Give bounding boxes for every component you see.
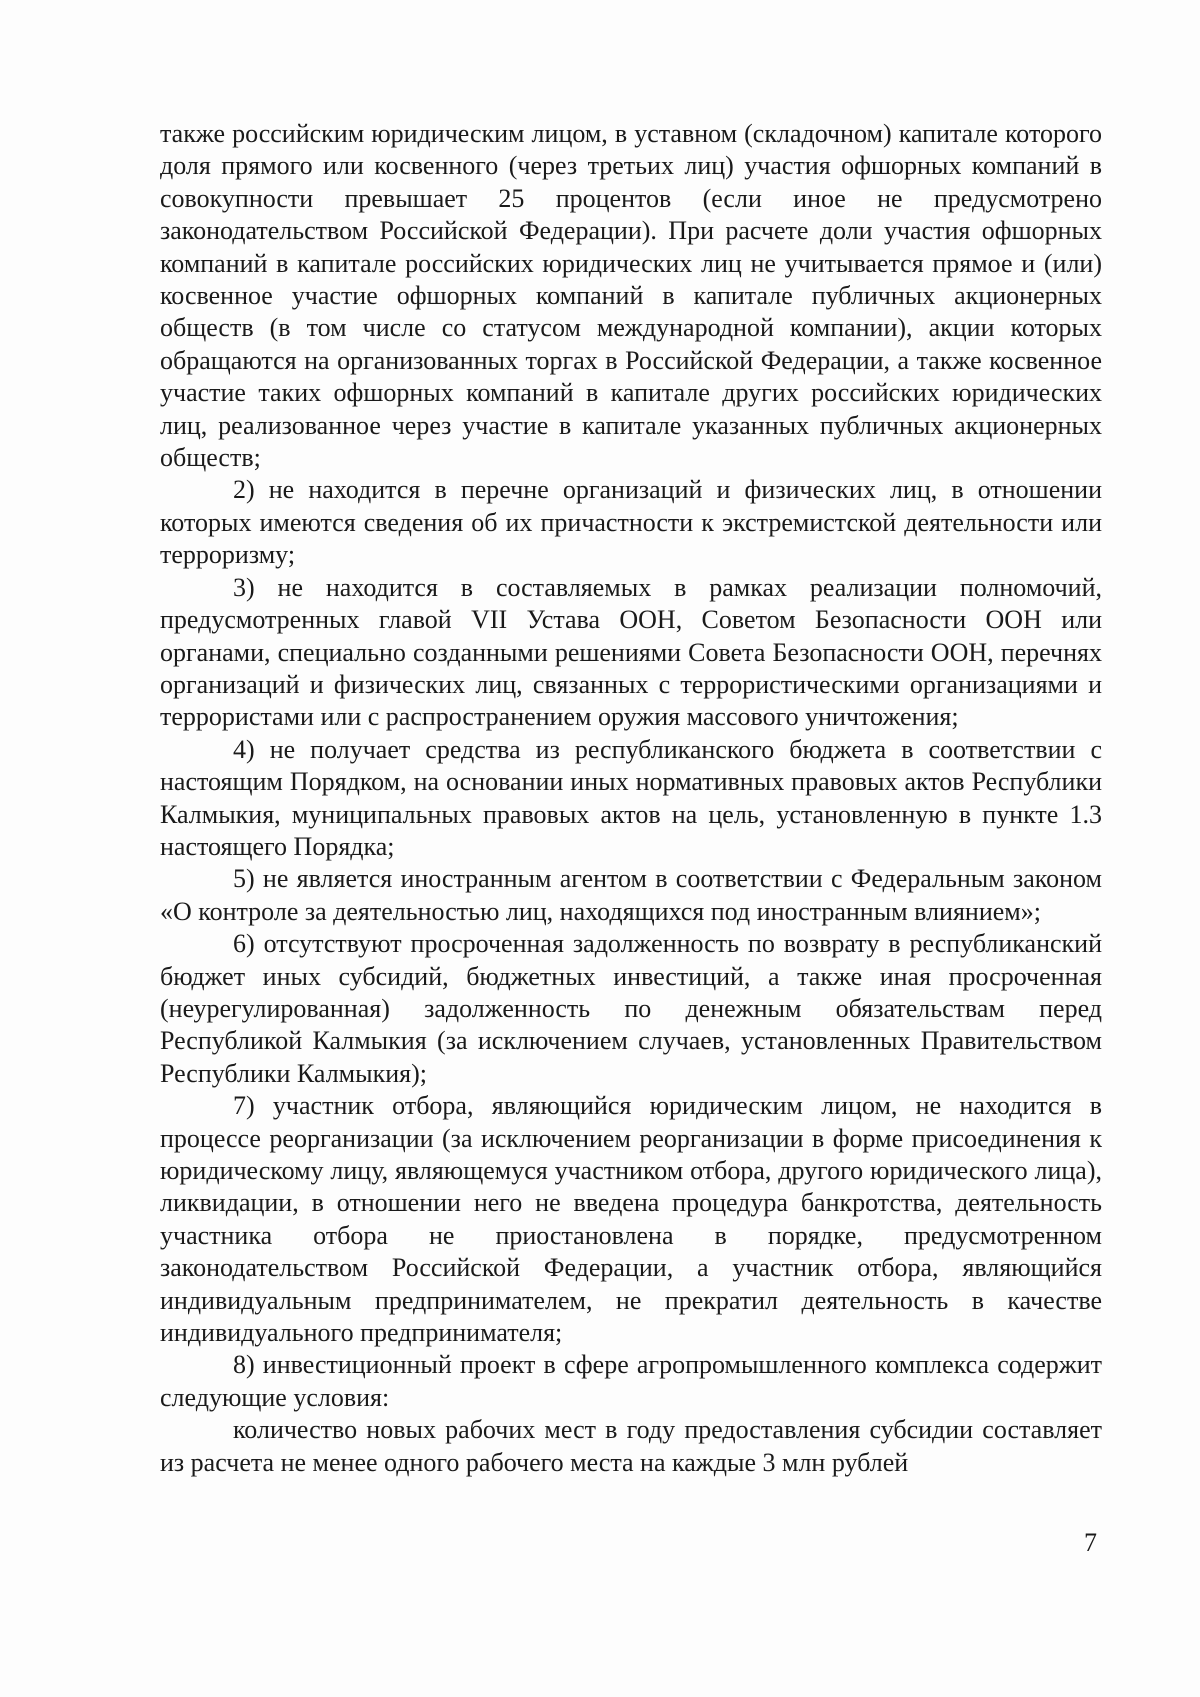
page-number: 7 — [1084, 1528, 1097, 1557]
document-body — [160, 118, 1102, 1479]
paragraph-condition: количество новых рабочих мест в году предоставления субсидии составляет из расчета не менее одного рабочего места на каждые 3 млн рублей — [160, 1415, 1102, 1477]
paragraph-item-5: 5) не является иностранным агентом в соответствии с Федеральным законом «О контроле за деятельностью лиц, находящихся под иностранным влиянием»; — [160, 864, 1102, 926]
paragraph-item-8: 8) инвестиционный проект в сфере агропромышленного комплекса содержит следующие условия: — [160, 1350, 1102, 1412]
paragraph-item-6: 6) отсутствуют просроченная задолженность по возврату в республиканский бюджет иных субсидий, бюджетных инвестиций, а также иная просроченная (неурегулированная) задолженность по денежным обязательствам перед Республикой Калмыкия (за исключением случаев, установленных Правительством Республики Калмыкия); — [160, 929, 1102, 1088]
paragraph-item-4: 4) не получает средства из республиканского бюджета в соответствии с настоящим Порядком, на основании иных нормативных правовых актов Республики Калмыкия, муниципальных правовых актов на цель, установленную в пункте 1.3 настоящего Порядка; — [160, 734, 1102, 861]
paragraph-item-2: 2) не находится в перечне организаций и физических лиц, в отношении которых имеются сведения об их причастности к экстремистской деятельности или терроризму; — [160, 475, 1102, 570]
paragraph-item-7: 7) участник отбора, являющийся юридическим лицом, не находится в процессе реорганизации (за исключением реорганизации в форме присоединения к юридическому лицу, являющемуся участником отбора, другого юридического лица), ликвидации, в отношении него не введена процедура банкротства, деятельность участника отбора не приостановлена в порядке, предусмотренном законодательством Российской Федерации, а участник отбора, являющийся индивидуальным предпринимателем, не прекратил деятельность в качестве индивидуального предпринимателя; — [160, 1091, 1102, 1348]
paragraph-item-3: 3) не находится в составляемых в рамках реализации полномочий, предусмотренных главой VII Устава ООН, Советом Безопасности ООН или органами, специально созданными решениями Совета Безопасности ООН, перечнях организаций и физических лиц, связанных с террористическими организациями и террористами или с распространением оружия массового уничтожения; — [160, 572, 1102, 732]
paragraph-continuation: также российским юридическим лицом, в уставном (складочном) капитале которого доля прямого или косвенного (через третьих лиц) участия офшорных компаний в совокупности превышает 25 процентов (если иное не предусмотрено законодательством Российской Федерации). При расчете доли участия офшорных компаний в капитале российских юридических лиц не учитывается прямое и (или) косвенное участие офшорных компаний в капитале публичных акционерных обществ (в том числе со статусом международной компании), акции которых обращаются на организованных торгах в Российской Федерации, а также косвенное участие таких офшорных компаний в капитале других российских юридических лиц, реализованное через участие в капитале указанных публичных акционерных обществ; — [160, 119, 1102, 473]
